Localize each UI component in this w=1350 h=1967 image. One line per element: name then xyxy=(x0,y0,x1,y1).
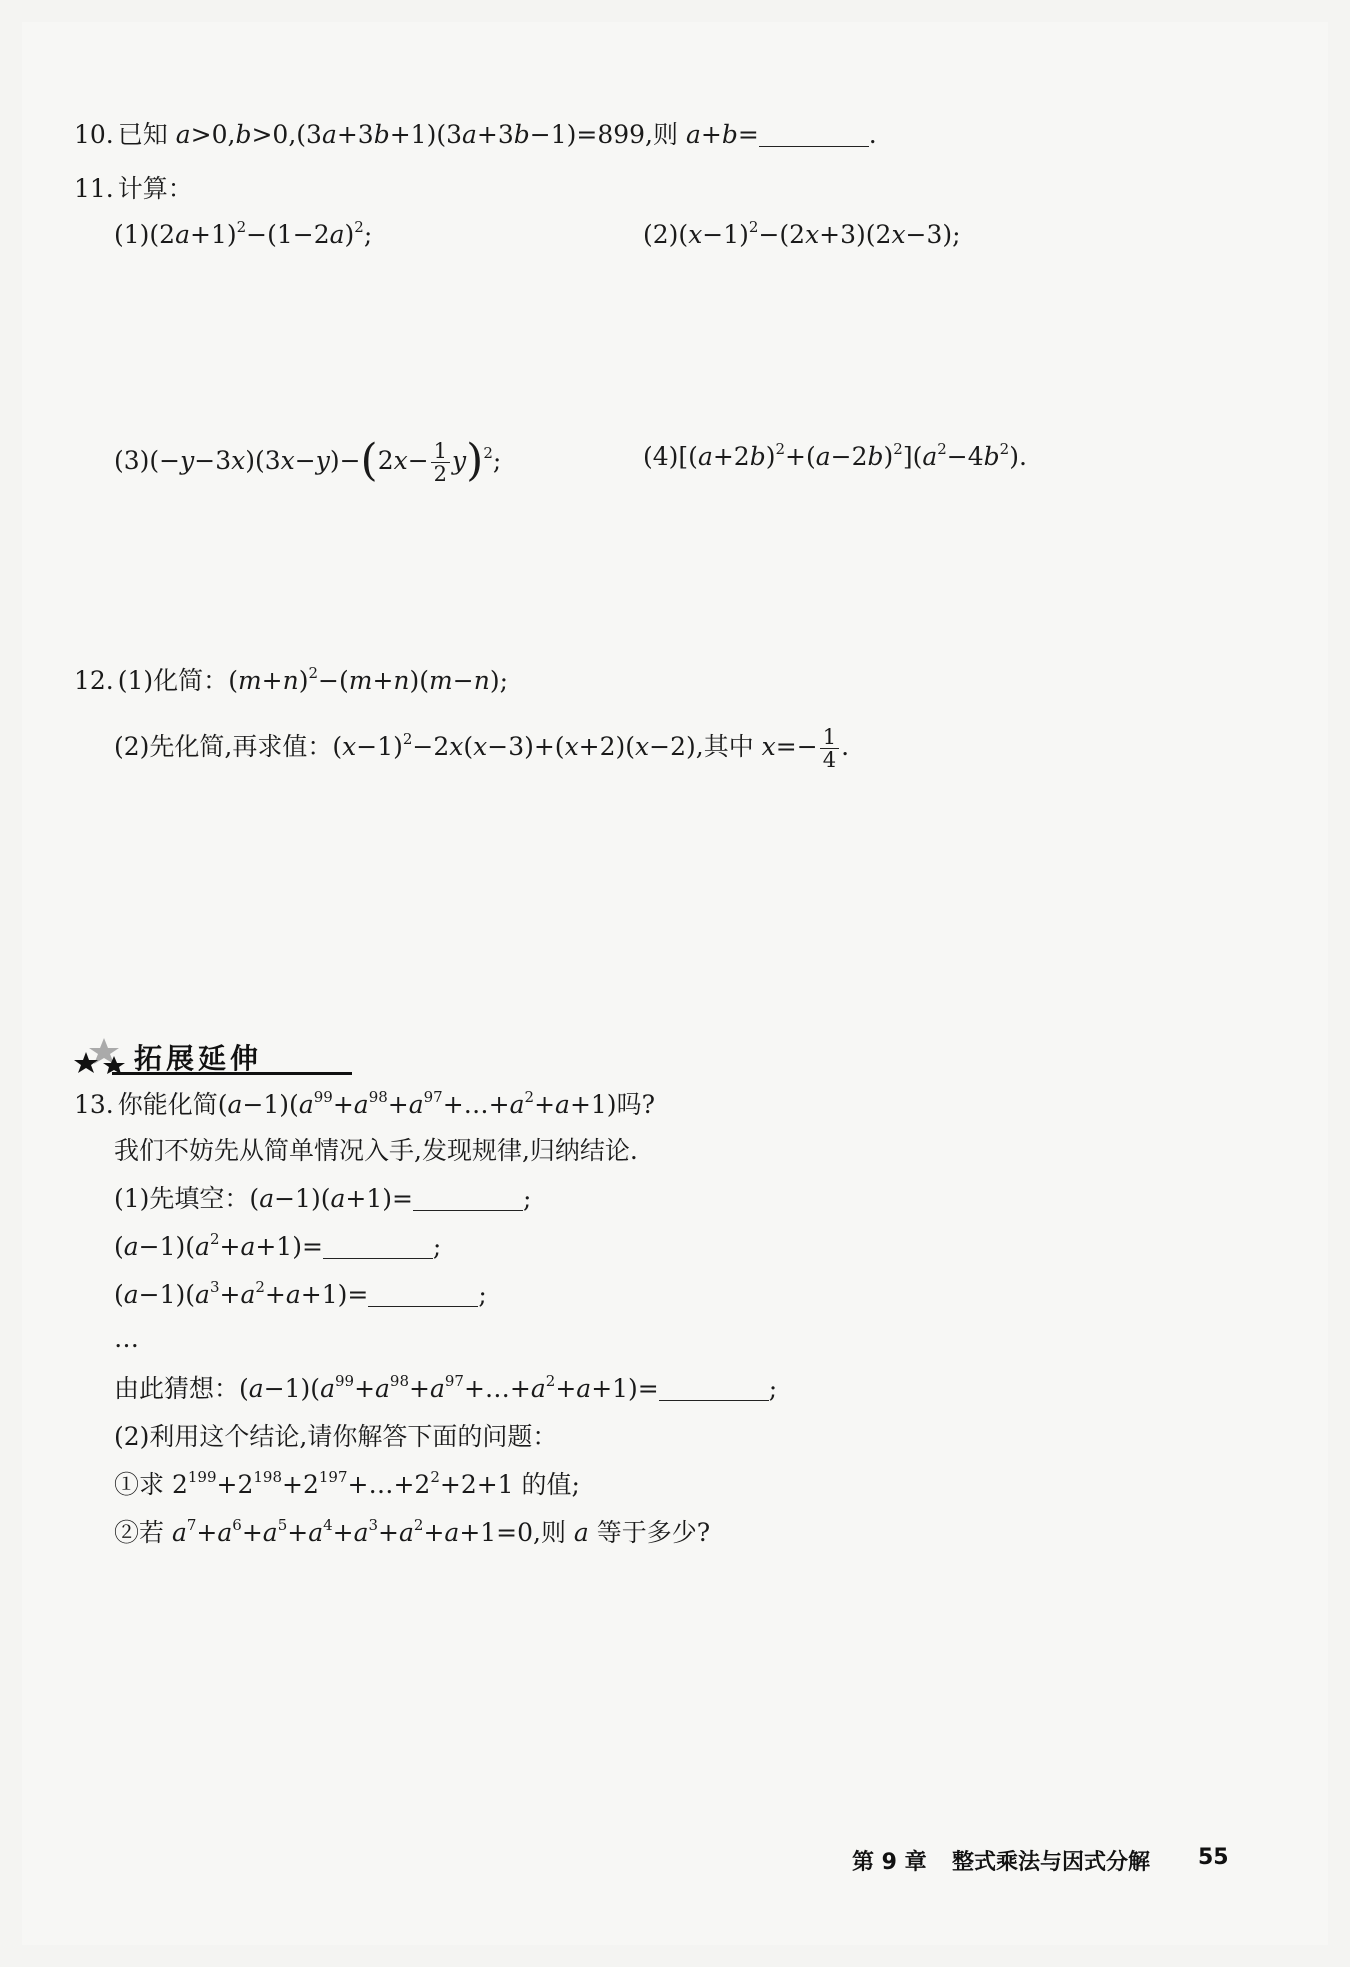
question-title: 计算： xyxy=(117,174,193,203)
q11-part-2: $(2)(x-1)^2-(2x+3)(2x-3)$; xyxy=(643,218,961,249)
q13-fill-3: $(a-1)(a^3+a^2+a+1)=$ ; xyxy=(114,1278,487,1309)
q11-part-1: $(1)(2a+1)^2-(1-2a)^2$; xyxy=(114,218,373,249)
q13-fill-2: $(a-1)(a^2+a+1)=$ ; xyxy=(114,1230,442,1261)
section-title: 拓展延伸 xyxy=(134,1042,263,1075)
q13-part-2: (2)利用这个结论,请你解答下面的问题： xyxy=(114,1422,558,1451)
q13-sub-2: ②若 $a^7+a^6+a^5+a^4+a^3+a^2+a+1=0$,则 a 等于多少? xyxy=(114,1516,711,1547)
q13-ellipsis: … xyxy=(114,1324,139,1353)
footer-chapter: 第 9 章 xyxy=(852,1850,927,1875)
answer-blank[interactable] xyxy=(323,1236,433,1259)
fraction: $\frac{1}{4}$ xyxy=(820,726,839,771)
q11-part-4: $(4)[(a+2b)^2+(a-2b)^2](a^2-4b^2)$. xyxy=(643,440,1027,471)
q13-guess: 由此猜想：$(a-1)(a^{99}+a^{98}+a^{97}+\dots+a^2+a+1)=$ ; xyxy=(114,1372,778,1403)
question-number: 10. xyxy=(74,120,114,149)
answer-blank[interactable] xyxy=(413,1188,523,1211)
question-12: 12. (1)化简：$(m+n)^2-(m+n)(m-n)$; xyxy=(74,664,509,695)
q13-fill-1: (1)先填空：(a−1)(a+1)= ; xyxy=(114,1184,532,1213)
fraction: $\frac{1}{2}$ xyxy=(431,440,450,485)
answer-blank[interactable] xyxy=(659,1378,769,1401)
answer-blank[interactable] xyxy=(368,1284,478,1307)
question-13: 13. 你能化简$(a-1)(a^{99}+a^{98}+a^{97}+\dots+a^2+a+1)$吗? xyxy=(74,1088,655,1119)
q12-part-2: (2)先化简,再求值：$(x-1)^2-2x(x-3)+(x+2)(x-2)$,其中 x=− $\frac{1}{4}$ . xyxy=(114,725,850,772)
q11-part-3: (3)(−y−3x)(3x−y)−(2x− $\frac{1}{2}$ y)$^2$; xyxy=(114,435,502,486)
answer-blank[interactable] xyxy=(759,124,869,147)
footer-chapter-title: 整式乘法与因式分解 xyxy=(952,1850,1151,1875)
question-11: 11. 计算： xyxy=(74,174,193,203)
section-header xyxy=(72,1036,292,1078)
q13-sub-1: ①求 $2^{199}+2^{198}+2^{197}+\dots+2^2+2+1$ 的值; xyxy=(114,1468,580,1499)
page-number: 55 xyxy=(1198,1845,1229,1870)
question-10: 10. 已知 a>0,b>0,(3a+3b+1)(3a+3b−1)=899,则 a+b= . xyxy=(74,120,877,149)
worksheet-page xyxy=(22,22,1328,1945)
q13-intro: 我们不妨先从简单情况入手,发现规律,归纳结论. xyxy=(114,1136,638,1165)
